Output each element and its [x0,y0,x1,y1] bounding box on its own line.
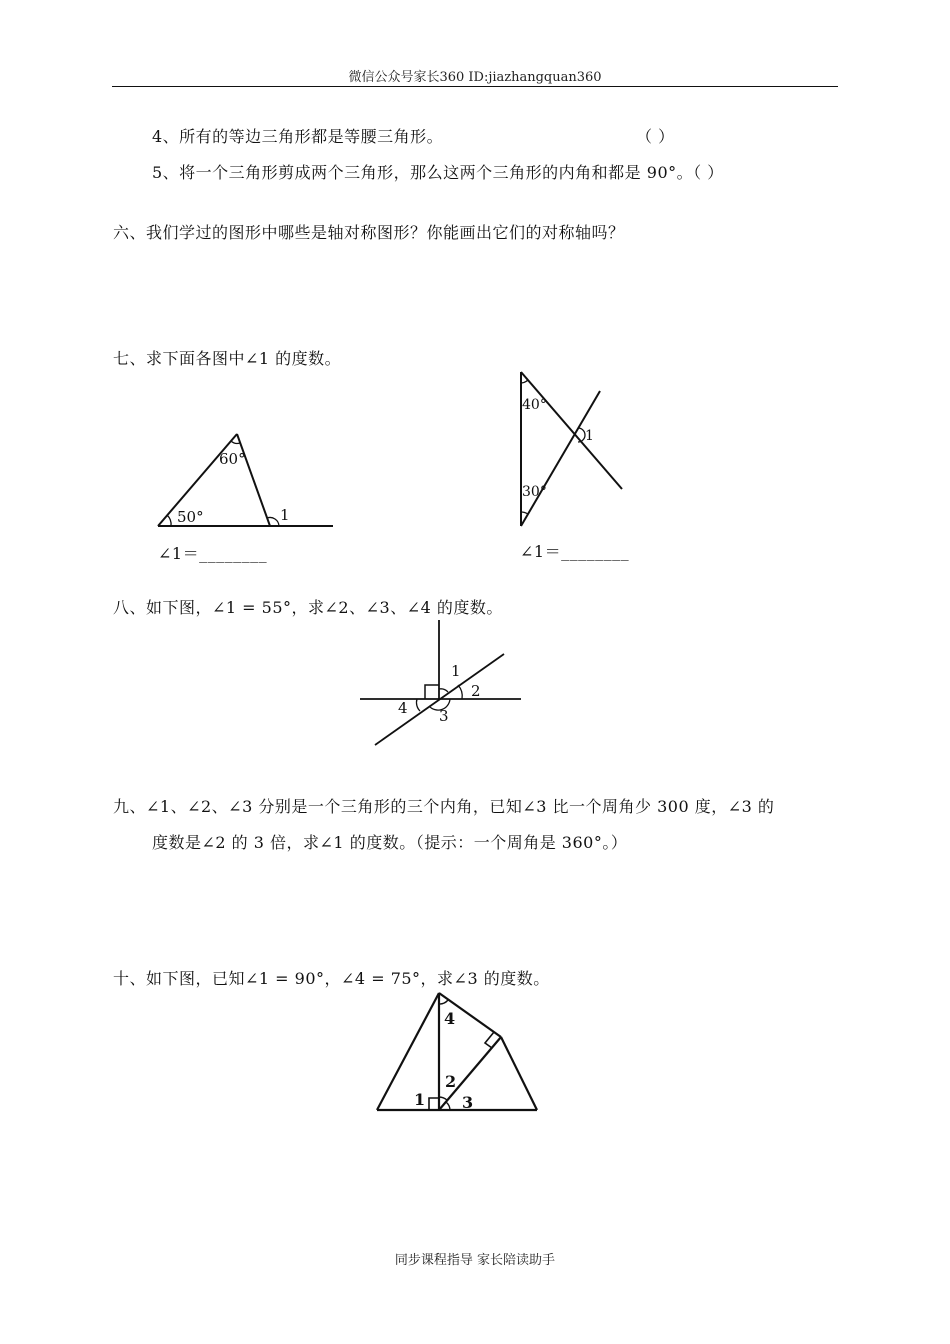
section-9-line-2: 度数是∠2 的 3 倍，求∠1 的度数。（提示：一个周角是 360°。） [152,833,628,852]
fig10-right-angle-mark-bottom [429,1098,439,1110]
page-header: 微信公众号家长360 ID:jiazhangquan360 [348,70,602,85]
fig8-right-angle-mark [425,685,439,699]
question-4-bracket: （ ） [636,127,675,146]
question-5: 5、将一个三角形剪成两个三角形，那么这两个三角形的内角和都是 90°。（ ） [152,163,724,182]
section-9-line-1: 九、∠1、∠2、∠3 分别是一个三角形的三个内角，已知∠3 比一个周角少 300 度，∠3 的 [113,797,775,816]
fig1-arc-left [167,515,171,526]
fig10-label-1: 1 [414,1090,426,1109]
section-8-title: 八、如下图，∠1 = 55°，求∠2、∠3、∠4 的度数。 [113,598,503,617]
fig10-left-side [377,993,439,1110]
fig8-label-4: 4 [398,699,408,717]
fig2-label-40: 40° [522,397,547,413]
section-7-figure-2 [510,365,640,535]
fig8-label-3: 3 [439,707,449,725]
fig10-label-2: 2 [445,1072,457,1091]
fig1-label-1: 1 [280,506,290,524]
fig2-line-top [521,372,622,489]
fig1-label-50: 50° [177,508,204,526]
header-divider [112,86,838,87]
page-footer: 同步课程指导 家长陪读助手 [394,1253,556,1268]
fig10-right-side [501,1037,537,1110]
section-7-title: 七、求下面各图中∠1 的度数。 [113,349,342,368]
fig8-label-2: 2 [471,682,481,700]
section-10-title: 十、如下图，已知∠1 = 90°，∠4 = 75°，求∠3 的度数。 [113,969,550,988]
fig10-arc-2 [439,1097,447,1100]
fig2-label-1: 1 [585,428,594,444]
fig2-label-30: 30° [522,484,547,500]
fig1-label-60: 60° [219,450,246,468]
fig8-arc-1 [439,689,448,692]
question-4: 4、所有的等边三角形都是等腰三角形。 [152,127,444,146]
section-6-title: 六、我们学过的图形中哪些是轴对称图形？你能画出它们的对称轴吗？ [113,223,625,242]
fig10-arc-3 [446,1102,450,1110]
fig10-label-3: 3 [462,1093,474,1112]
section-7-answer-1: ∠1＝________ [158,544,268,563]
fig10-arc-4 [439,1000,448,1004]
fig8-label-1: 1 [451,662,461,680]
fig8-arc-4 [416,699,420,711]
fig1-right-side [237,434,270,526]
section-7-answer-2: ∠1＝________ [520,542,630,561]
section-10-figure [370,985,545,1115]
fig2-arc-bottom [521,512,528,514]
section-8-figure [355,615,530,750]
fig10-label-4: 4 [444,1009,456,1028]
fig2-arc-top [521,380,528,383]
